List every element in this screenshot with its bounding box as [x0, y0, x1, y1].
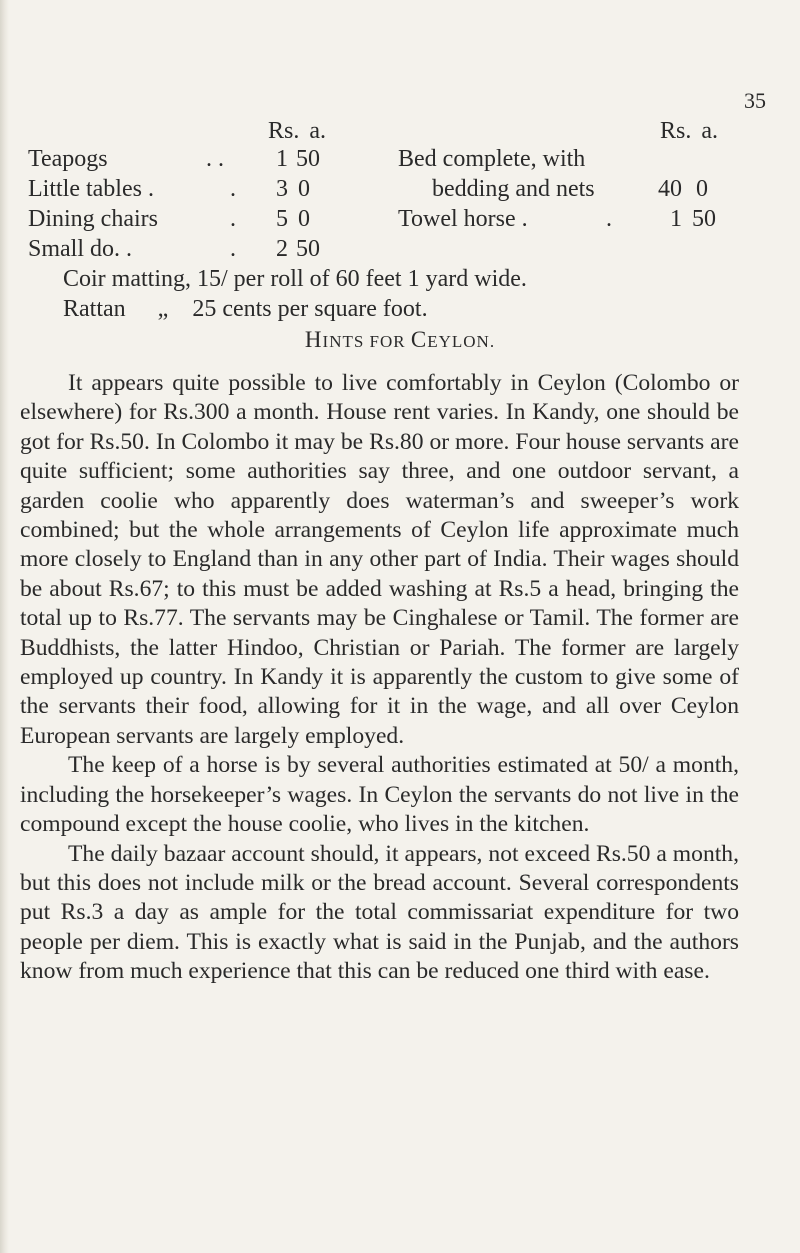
page-number: 35 [744, 88, 766, 113]
ditto-mark: „ [157, 296, 169, 322]
section-heading [0, 327, 800, 353]
left-column-header [268, 118, 326, 145]
left-header-a: a. [309, 118, 327, 144]
paragraph-horse-keep: The keep of a horse is by several authorities estimated at 50/ a month, including the horsekeeper’s wages. In Ceylon the servants do not live in the compound except the house coolie, who lives in the kitchen. [20, 752, 739, 838]
leader-dots: . [230, 206, 236, 232]
left-header-rs: Rs. [268, 118, 300, 144]
item-a: 0 [298, 206, 310, 232]
heading-smallcaps-2: EYLON. [427, 332, 496, 351]
heading-initial-h: H [304, 327, 323, 352]
paragraph-bazaar-account: The daily bazaar account should, it appears, not exceed Rs.50 a month, but this does not include milk or the bread account. Several correspondents put Rs.3 a day as ample for the total commissariat expenditure for two people per diem. This is exactly what is said in the Punjab, and the authors know from much experience that this can be reduced one third with ease. [20, 840, 739, 985]
heading-smallcaps-1: INTS FOR [322, 332, 411, 351]
item-name: Small do. . [28, 236, 133, 262]
note-coir-matting [63, 264, 527, 294]
body-text [20, 369, 739, 987]
item-rs: 1 [276, 146, 288, 172]
note-item: Rattan [63, 296, 126, 322]
item-name: Towel horse . [398, 206, 528, 232]
item-a: 0 [298, 176, 310, 202]
item-rs: 40 [658, 176, 682, 202]
right-header-rs: Rs. [660, 118, 692, 144]
item-a: 50 [692, 206, 716, 232]
item-name: Dining chairs [28, 206, 158, 232]
paragraph-living-costs: It appears quite possible to live comfortably in Ceylon (Colombo or elsewhere) for Rs.300 a month. House rent varies. In Kandy, one should be got for Rs.50. In Colombo it may be Rs.80 or more. Four house servants are quite sufficient; some authorities say three, and one outdoor servant, a garden coolie who apparently does waterman’s and sweeper’s work combined; but the whole arrangements of Ceylon life approximate much more closely to England than in any other part of India. Their wages should be about Rs.67; to this must be added washing at Rs.5 a head, bringing the total up to Rs.77. The servants may be Cinghalese or Tamil. The former are Buddhists, the latter Hindoo, Christian or Pariah. The former are largely employed up country. In Kandy it is apparently the custom to give some of the servants their food, allowing for it in the wage, and all over Ceylon European servants are largely employed. [20, 370, 739, 749]
leader-dots: . [230, 176, 236, 202]
item-name-continued: bedding and nets [432, 176, 595, 202]
item-rs: 2 [276, 236, 288, 262]
note-detail: 15/ per roll of 60 feet 1 yard wide. [197, 266, 527, 292]
scan-edge-shadow [0, 0, 9, 1253]
note-rattan [63, 294, 428, 324]
leader-dots: . [606, 206, 612, 232]
item-a: 0 [696, 176, 708, 202]
right-header-a: a. [701, 118, 719, 144]
note-item: Coir matting, [63, 266, 191, 292]
item-name: Teapogs [28, 146, 108, 172]
heading-initial-c: C [410, 327, 428, 352]
item-rs: 5 [276, 206, 288, 232]
item-a: 50 [296, 236, 320, 262]
item-a: 50 [296, 146, 320, 172]
item-rs: 1 [670, 206, 682, 232]
leader-dots: . [230, 236, 236, 262]
leader-dots: . . [206, 146, 224, 172]
item-name: Little tables . [28, 176, 154, 202]
item-rs: 3 [276, 176, 288, 202]
bed-complete-line1: Bed complete, with [398, 146, 586, 172]
note-detail: 25 cents per square foot. [192, 296, 428, 322]
right-column-header [660, 118, 718, 145]
